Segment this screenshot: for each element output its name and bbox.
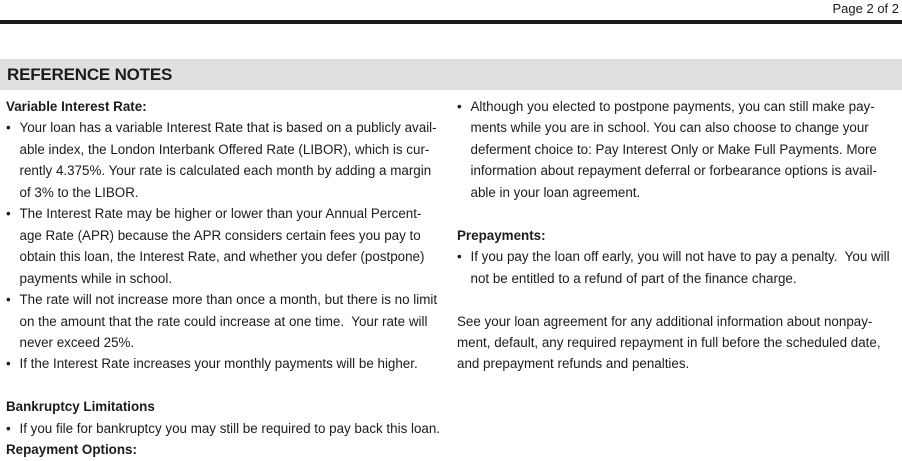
text-line: payments while in school.	[19, 270, 173, 286]
bullet-marker: •	[457, 249, 462, 265]
text-line: deferment choice to: Pay Interest Only or Make Full Payments. More	[470, 141, 877, 157]
bullet-marker: •	[457, 99, 462, 114]
subsection-heading: Variable Interest Rate:	[6, 99, 147, 114]
subsection-heading: Repayment Options:	[6, 442, 137, 458]
text-line: ments while you are in school. You can also choose to change your	[470, 120, 869, 136]
text-line: not be entitled to a refund of part of the finance charge.	[470, 270, 797, 286]
reference-notes-left-column	[6, 96, 452, 461]
subsection-heading: Prepayments:	[457, 227, 546, 243]
text-line: obtain this loan, the Interest Rate, and whether you defer (postpone)	[19, 249, 425, 265]
bullet-marker: •	[6, 356, 11, 372]
text-line: If the Interest Rate increases your monthly payments will be higher.	[19, 356, 418, 372]
bullet-item	[6, 203, 452, 289]
text-line: Your loan has a variable Interest Rate that is based on a publicly avail-	[19, 120, 437, 136]
bullet-marker: •	[6, 120, 11, 136]
bullet-item	[6, 418, 452, 439]
bullet-text	[471, 96, 877, 203]
subsection-heading: Bankruptcy Limitations	[6, 399, 155, 415]
text-line: on the amount that the rate could increase at one time. Your rate will	[19, 313, 428, 329]
bullet-item	[457, 96, 898, 203]
bullet-text	[20, 353, 418, 374]
bullet-item	[457, 246, 898, 289]
text-line: rently 4.375%. Your rate is calculated each month by adding a margin	[19, 163, 432, 179]
text-line: See your loan agreement for any additional information about nonpay-	[457, 313, 873, 329]
bullet-text	[20, 418, 441, 439]
bullet-marker: •	[6, 292, 11, 308]
bullet-item	[6, 289, 452, 353]
bullet-text	[471, 246, 890, 289]
bullet-text	[20, 203, 425, 289]
blank-line-spacer	[6, 375, 452, 396]
header-divider-rule	[0, 20, 902, 24]
text-line: never exceed 25%.	[19, 334, 135, 350]
text-line: able index, the London Interbank Offered Rate (LIBOR), which is cur-	[19, 141, 430, 157]
text-line: The Interest Rate may be higher or lower than your Annual Percent-	[19, 206, 422, 222]
text-line: and prepayment refunds and penalties.	[457, 356, 690, 372]
text-line: If you pay the loan off early, you will not have to pay a penalty. You will	[470, 249, 890, 265]
bullet-item	[6, 353, 452, 374]
page-number-indicator: Page 2 of 2	[832, 1, 899, 16]
bullet-text	[20, 289, 438, 353]
paragraph	[457, 311, 898, 375]
text-line: able in your loan agreement.	[470, 184, 641, 200]
bullet-text	[20, 117, 437, 203]
text-line: ment, default, any required repayment in full before the scheduled date,	[457, 334, 881, 350]
bullet-marker: •	[6, 206, 11, 222]
bullet-item	[6, 117, 452, 203]
text-line: If you file for bankruptcy you may still be required to pay back this loan.	[19, 420, 441, 436]
text-line: of 3% to the LIBOR.	[19, 184, 139, 200]
blank-line-spacer	[457, 289, 898, 310]
reference-notes-right-column	[457, 96, 898, 375]
text-line: The rate will not increase more than once a month, but there is no limit	[19, 292, 438, 308]
section-title: REFERENCE NOTES	[7, 64, 173, 84]
blank-line-spacer	[457, 203, 898, 224]
text-line: information about repayment deferral or forbearance options is avail-	[470, 163, 877, 179]
text-line: age Rate (APR) because the APR considers certain fees you pay to	[19, 227, 421, 243]
bullet-marker: •	[6, 420, 11, 436]
reference-notes-header-bar	[0, 59, 902, 90]
text-line: Although you elected to postpone payments, you can still make pay-	[470, 99, 875, 114]
